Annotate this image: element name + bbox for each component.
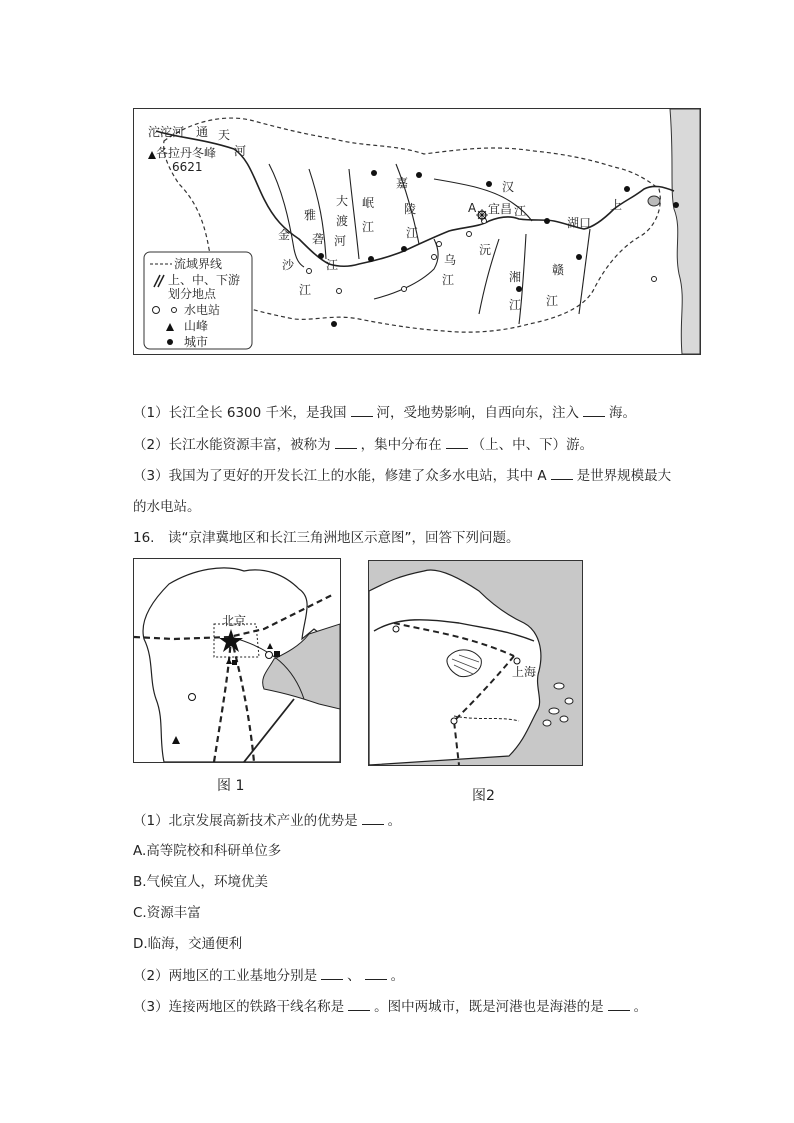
q16-title: 16. 读“京津冀地区和长江三角洲地区示意图”，回答下列问题。: [133, 530, 520, 546]
option-c[interactable]: C.资源丰富: [133, 905, 201, 921]
label-jiang8: 江: [546, 294, 559, 308]
label-jin: 金: [278, 228, 291, 242]
label-jiang5: 江: [442, 273, 455, 287]
label-peak-height: 6621: [172, 160, 203, 174]
q16-2: （2）两地区的工业基地分别是 、 。: [133, 968, 405, 984]
label-yuan: 沅: [479, 243, 492, 257]
fig1-svg: [134, 559, 340, 762]
blank[interactable]: [608, 998, 630, 1011]
option-d[interactable]: D.临海，交通便利: [133, 936, 243, 952]
fig2-caption: 图2: [472, 788, 495, 804]
blank[interactable]: [551, 467, 573, 480]
peak-icon: [148, 151, 156, 159]
fig1-label-beijing: 北京: [222, 614, 247, 628]
fig2-label-shanghai: 上海: [512, 665, 537, 679]
blank[interactable]: [362, 812, 384, 825]
label-jiang3: 江: [362, 220, 375, 234]
label-he3: 河: [334, 234, 347, 248]
blank[interactable]: [348, 998, 370, 1011]
label-ling: 陵: [404, 202, 417, 216]
legend-city-label: 城市: [184, 335, 209, 349]
blank[interactable]: [335, 436, 357, 449]
legend-hydro-small-icon: [172, 308, 177, 313]
fig2-city-2: [451, 718, 457, 724]
blank[interactable]: [583, 404, 605, 417]
blank[interactable]: [321, 967, 343, 980]
fig1-square-icon: [274, 651, 280, 657]
label-yichang: 宜昌: [488, 202, 513, 216]
lake: [648, 196, 660, 206]
q16-1: （1）北京发展高新技术产业的优势是 。: [133, 813, 402, 829]
label-tuotuo-river: 沱沱河: [148, 125, 185, 139]
yangtze-basin-map: [133, 108, 701, 355]
legend-city-icon: [167, 339, 173, 345]
legend-hydro-label: 水电站: [184, 303, 221, 317]
label-jiang2: 江: [326, 258, 339, 272]
legend-boundary-label: 流域界线: [174, 257, 223, 271]
label-sha: 沙: [282, 258, 295, 272]
q15-2: （2）长江水能资源丰富，被称为 ，集中分布在 （上、中、下）游。: [133, 437, 594, 453]
fig2-svg: [369, 561, 582, 765]
blank[interactable]: [365, 967, 387, 980]
fig2-city-shanghai: [514, 658, 520, 664]
label-peak: 各拉丹冬峰: [156, 146, 217, 160]
legend-division-label2: 划分地点: [168, 287, 217, 301]
label-he1: 河: [234, 144, 247, 158]
label-han: 汉: [502, 180, 515, 194]
fig2-city-1: [393, 626, 399, 632]
label-jia: 嘉: [396, 176, 409, 190]
q15-1: （1）长江全长 6300 千米，是我国 河，受地势影响，自西向东，注入 海。: [133, 405, 637, 421]
east-sea: [670, 109, 700, 354]
label-jiang7: 江: [509, 298, 522, 312]
fig1-city-tianjin: [266, 652, 273, 659]
label-shang: 上: [610, 198, 623, 212]
label-A: A: [468, 201, 477, 215]
min-river: [349, 169, 359, 259]
blank[interactable]: [351, 404, 373, 417]
q15-3: （3）我国为了更好的开发长江上的水能，修建了众多水电站，其中 A 是世界规模最大: [133, 468, 672, 484]
label-tong: 通: [196, 125, 209, 139]
map-legend: [144, 252, 252, 349]
label-jiang4: 江: [406, 226, 419, 240]
label-hukou: 湖口: [567, 216, 592, 230]
legend-mountain-label: 山峰: [184, 319, 209, 333]
fig1-city-2: [189, 694, 196, 701]
fig1-square-icon2: [232, 660, 237, 665]
yangtze-map-svg: [134, 109, 700, 354]
label-da: 大: [336, 194, 349, 208]
label-xiang: 湘: [509, 270, 522, 284]
fig2-yangtze-delta-map: [368, 560, 583, 766]
label-long: 砻: [312, 232, 325, 246]
option-b[interactable]: B.气候宜人，环境优美: [133, 874, 269, 890]
city-markers: [318, 170, 679, 327]
label-min: 岷: [362, 196, 375, 210]
q16-3: （3）连接两地区的铁路干线名称是 。图中两城市，既是河港也是海港的是 。: [133, 999, 648, 1015]
label-tian: 天: [218, 128, 231, 142]
fig1-jingjinji-map: [133, 558, 341, 763]
fig1-caption: 图 1: [217, 778, 245, 794]
q15-3-cont: 的水电站。: [133, 499, 201, 515]
label-jiang9: 江: [514, 204, 527, 218]
blank[interactable]: [446, 436, 468, 449]
legend-division-label: 上、中、下游: [168, 273, 241, 287]
label-du: 渡: [336, 214, 349, 228]
label-jiang1: 江: [299, 283, 312, 297]
option-a[interactable]: A.高等院校和科研单位多: [133, 843, 282, 859]
label-ya: 雅: [304, 208, 317, 222]
label-gan: 赣: [552, 263, 565, 277]
label-wu: 乌: [444, 253, 457, 267]
legend-hydro-icon: [153, 307, 160, 314]
